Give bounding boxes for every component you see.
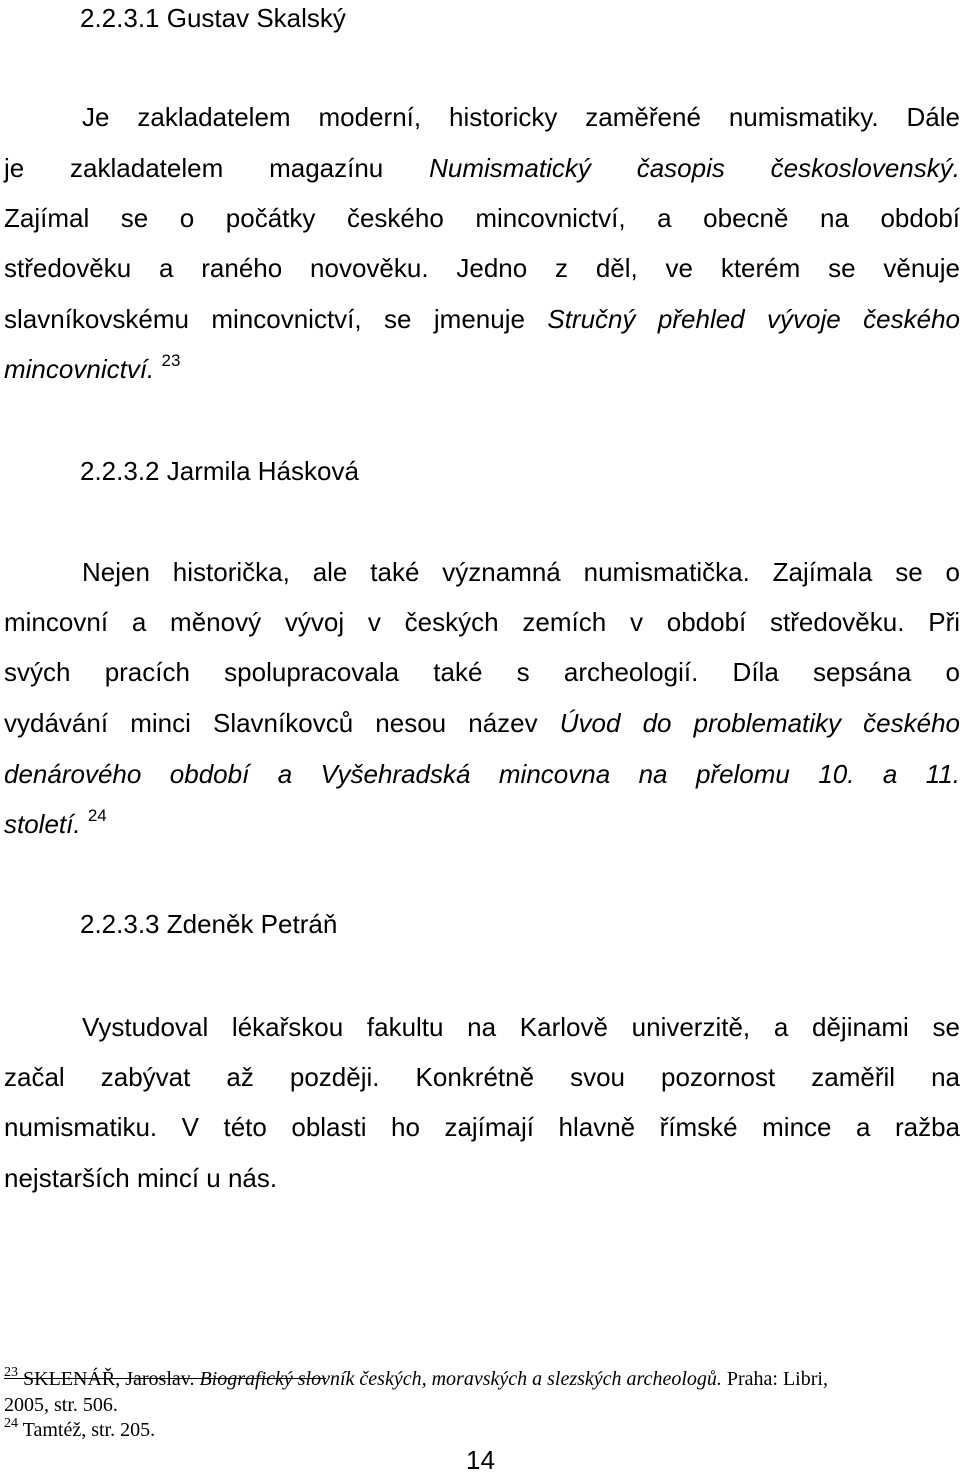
text-span: je zakladatelem magazínu: [4, 153, 430, 183]
text-span: slavníkovskému mincovnictví, se jmenuje: [4, 304, 548, 334]
paragraph-line: [4, 807, 960, 841]
footnote-23: [4, 1367, 944, 1391]
page-number: 14: [466, 1445, 495, 1475]
paragraph-line: nejstarších mincí u nás.: [4, 1163, 278, 1193]
paragraph-line: [4, 302, 960, 336]
work-title: Stručný přehled vývoje českého: [547, 304, 960, 334]
footnote-text: Tamtéž, str. 205.: [22, 1419, 156, 1441]
paragraph-line: [4, 706, 960, 740]
heading-jarmila-haskova: 2.2.3.2 Jarmila Hásková: [80, 456, 359, 486]
footnote-number: 23: [4, 1365, 18, 1380]
work-title: denárového období a Vyšehradská mincovna na přelomu 10. a 11.: [4, 759, 960, 789]
paragraph-line: středověku a raného novověku. Jedno z děl, ve kterém se věnuje: [4, 253, 960, 283]
work-title: mincovnictví.: [4, 354, 155, 384]
footnote-24: [4, 1418, 944, 1442]
paragraph-line: [4, 151, 960, 185]
footnote-ref: 24: [87, 806, 107, 825]
paragraph-line: Zajímal se o počátky českého mincovnictví, a obecně na období: [4, 203, 960, 233]
footnote-author: SKLENÁŘ, Jaroslav.: [23, 1368, 200, 1390]
paragraph-line: [4, 352, 960, 386]
heading-gustav-skalsky: 2.2.3.1 Gustav Skalský: [80, 3, 346, 33]
work-title: Úvod do problematiky českého: [559, 708, 960, 738]
paragraph-line: svých pracích spolupracovala také s archeologií. Díla sepsána o: [4, 657, 960, 687]
footnote-ref: 23: [161, 351, 181, 370]
paragraph-line: Je zakladatelem moderní, historicky zaměřené numismatiky. Dále: [82, 102, 960, 132]
paragraph-line: začal zabývat až později. Konkrétně svou pozornost zaměřil na: [4, 1062, 960, 1092]
paragraph-line: numismatiku. V této oblasti ho zajímají hlavně římské mince a ražba: [4, 1112, 960, 1142]
paragraph-line: Vystudoval lékařskou fakultu na Karlově univerzitě, a dějinami se: [82, 1012, 960, 1042]
paragraph-line: [4, 757, 960, 791]
paragraph-line: mincovní a měnový vývoj v českých zemích v období středověku. Při: [4, 607, 960, 637]
text-span: vydávání minci Slavníkovců nesou název: [4, 708, 560, 738]
footnote-publisher: Praha: Libri,: [721, 1368, 828, 1390]
footnote-number: 24: [4, 1416, 18, 1431]
footnote-title: Biografický slovník českých, moravských a slezských archeologů.: [199, 1368, 722, 1390]
paragraph-line: Nejen historička, ale také významná numismatička. Zajímala se o: [82, 557, 960, 587]
heading-zdenek-petran: 2.2.3.3 Zdeněk Petráň: [80, 909, 338, 939]
footnote-23-cont: 2005, str. 506.: [4, 1394, 118, 1416]
work-title: století.: [4, 809, 81, 839]
magazine-title: Numismatický časopis československý.: [429, 153, 960, 183]
